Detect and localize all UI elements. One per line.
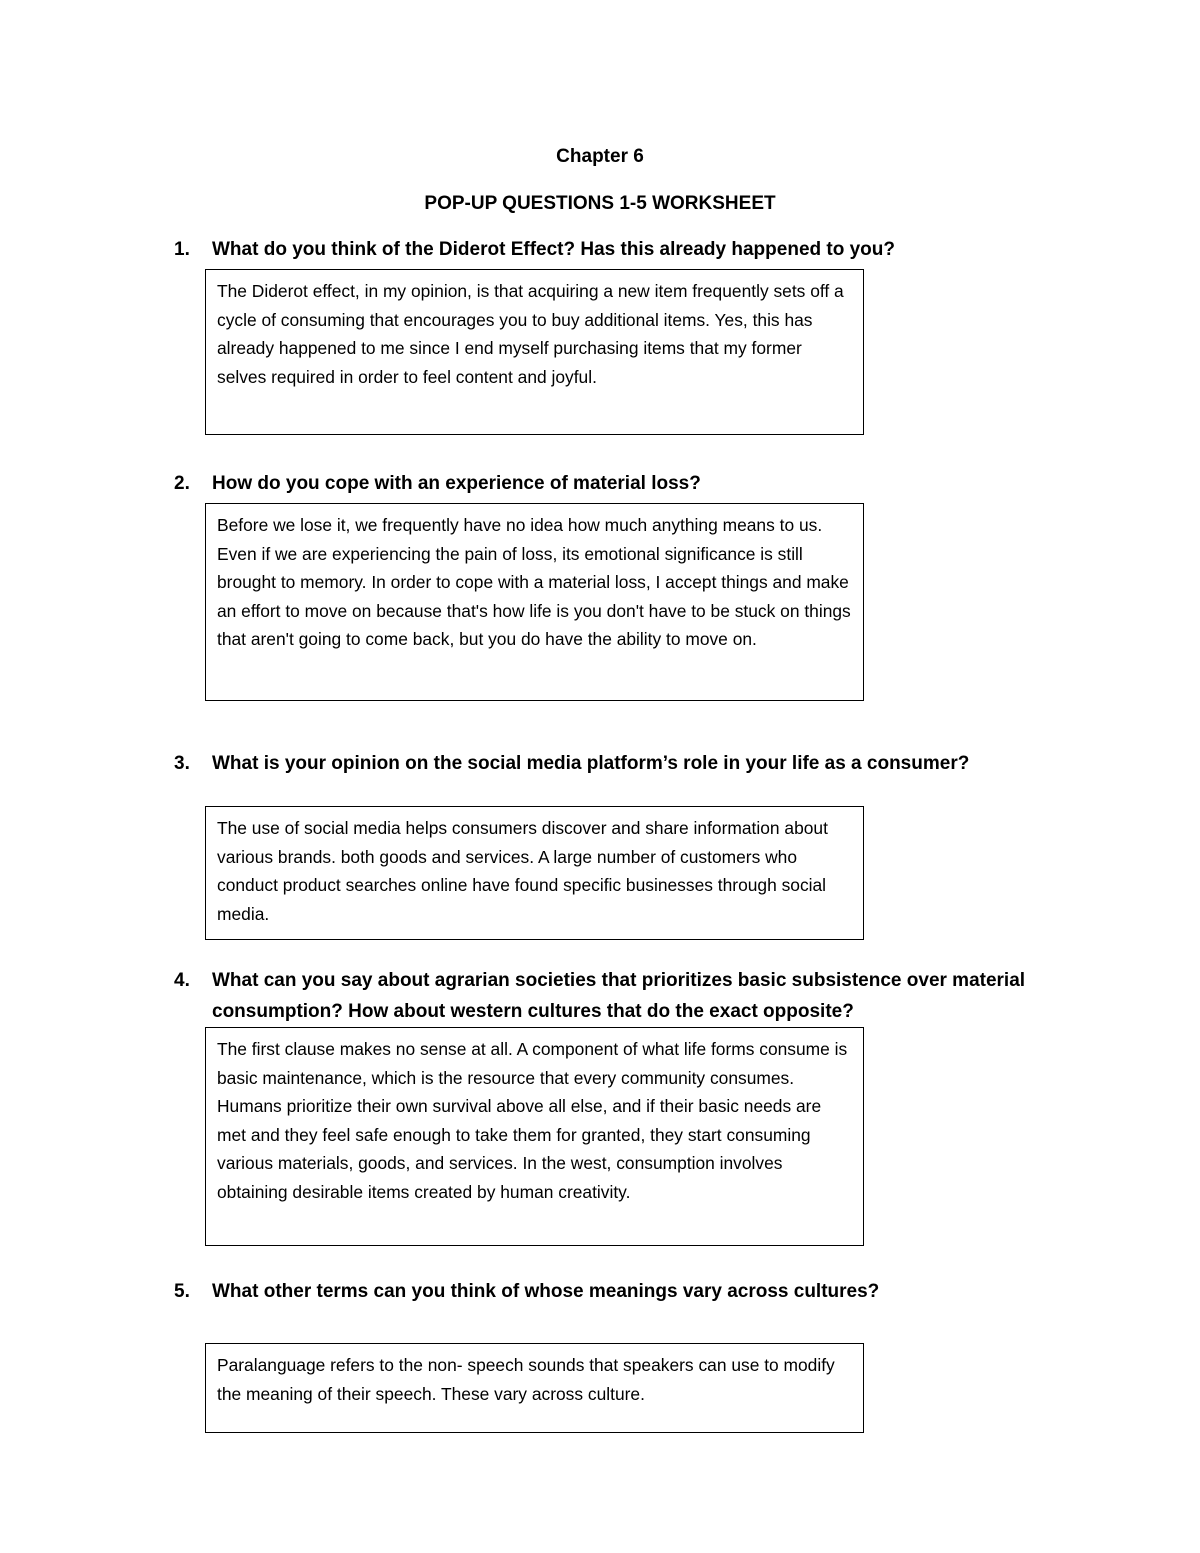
question-number: 1.	[174, 239, 190, 260]
question-3	[174, 748, 1034, 779]
question-text: What do you think of the Diderot Effect? Has this already happened to you?	[212, 239, 895, 260]
question-1	[174, 234, 1034, 265]
answer-box-3	[205, 806, 864, 940]
question-number: 2.	[174, 473, 190, 494]
answer-box-2	[205, 503, 864, 701]
question-5	[174, 1276, 1034, 1307]
question-number: 4.	[174, 970, 190, 991]
question-number: 5.	[174, 1281, 190, 1302]
answer-box-1	[205, 269, 864, 435]
question-text: What can you say about agrarian societies that prioritizes basic subsistence over material consumption? How about western cultures that do the exact opposite?	[212, 970, 1026, 1022]
answer-text: Before we lose it, we frequently have no idea how much anything means to us. Even if we are experiencing the pain of loss, its emotional significance is still brought to memory. In order to cope with a material loss, I accept things and make an effort to move on because that's how life is you don't have to be stuck on things that aren't going to come back, but you do have the ability to move on.	[217, 515, 851, 650]
answer-text: The use of social media helps consumers discover and share information about various brands. both goods and services. A large number of customers who conduct product searches online have found specific businesses through social media.	[217, 818, 828, 924]
answer-text: The Diderot effect, in my opinion, is that acquiring a new item frequently sets off a cycle of consuming that encourages you to buy additional items. Yes, this has already happened to me since I end myself purchasing items that my former selves required in order to feel content and joyful.	[217, 281, 844, 387]
question-4	[174, 965, 1034, 1027]
question-number: 3.	[174, 753, 190, 774]
question-text: What is your opinion on the social media platform’s role in your life as a consumer?	[212, 753, 970, 774]
answer-text: The first clause makes no sense at all. A component of what life forms consume is basic maintenance, which is the resource that every community consumes. Humans prioritize their own survival above all else, and if their basic needs are met and they feel safe enough to take them for granted, they start consuming various materials, goods, and services. In the west, consumption involves obtaining desirable items created by human creativity.	[217, 1039, 848, 1202]
answer-text: Paralanguage refers to the non- speech sounds that speakers can use to modify the meaning of their speech. These vary across culture.	[217, 1355, 835, 1404]
question-text: What other terms can you think of whose meanings vary across cultures?	[212, 1281, 880, 1302]
question-text: How do you cope with an experience of material loss?	[212, 473, 701, 494]
question-2	[174, 468, 1034, 499]
answer-box-5	[205, 1343, 864, 1433]
chapter-heading: Chapter 6	[556, 146, 644, 167]
answer-box-4	[205, 1027, 864, 1246]
worksheet-title: POP-UP QUESTIONS 1-5 WORKSHEET	[424, 193, 776, 214]
